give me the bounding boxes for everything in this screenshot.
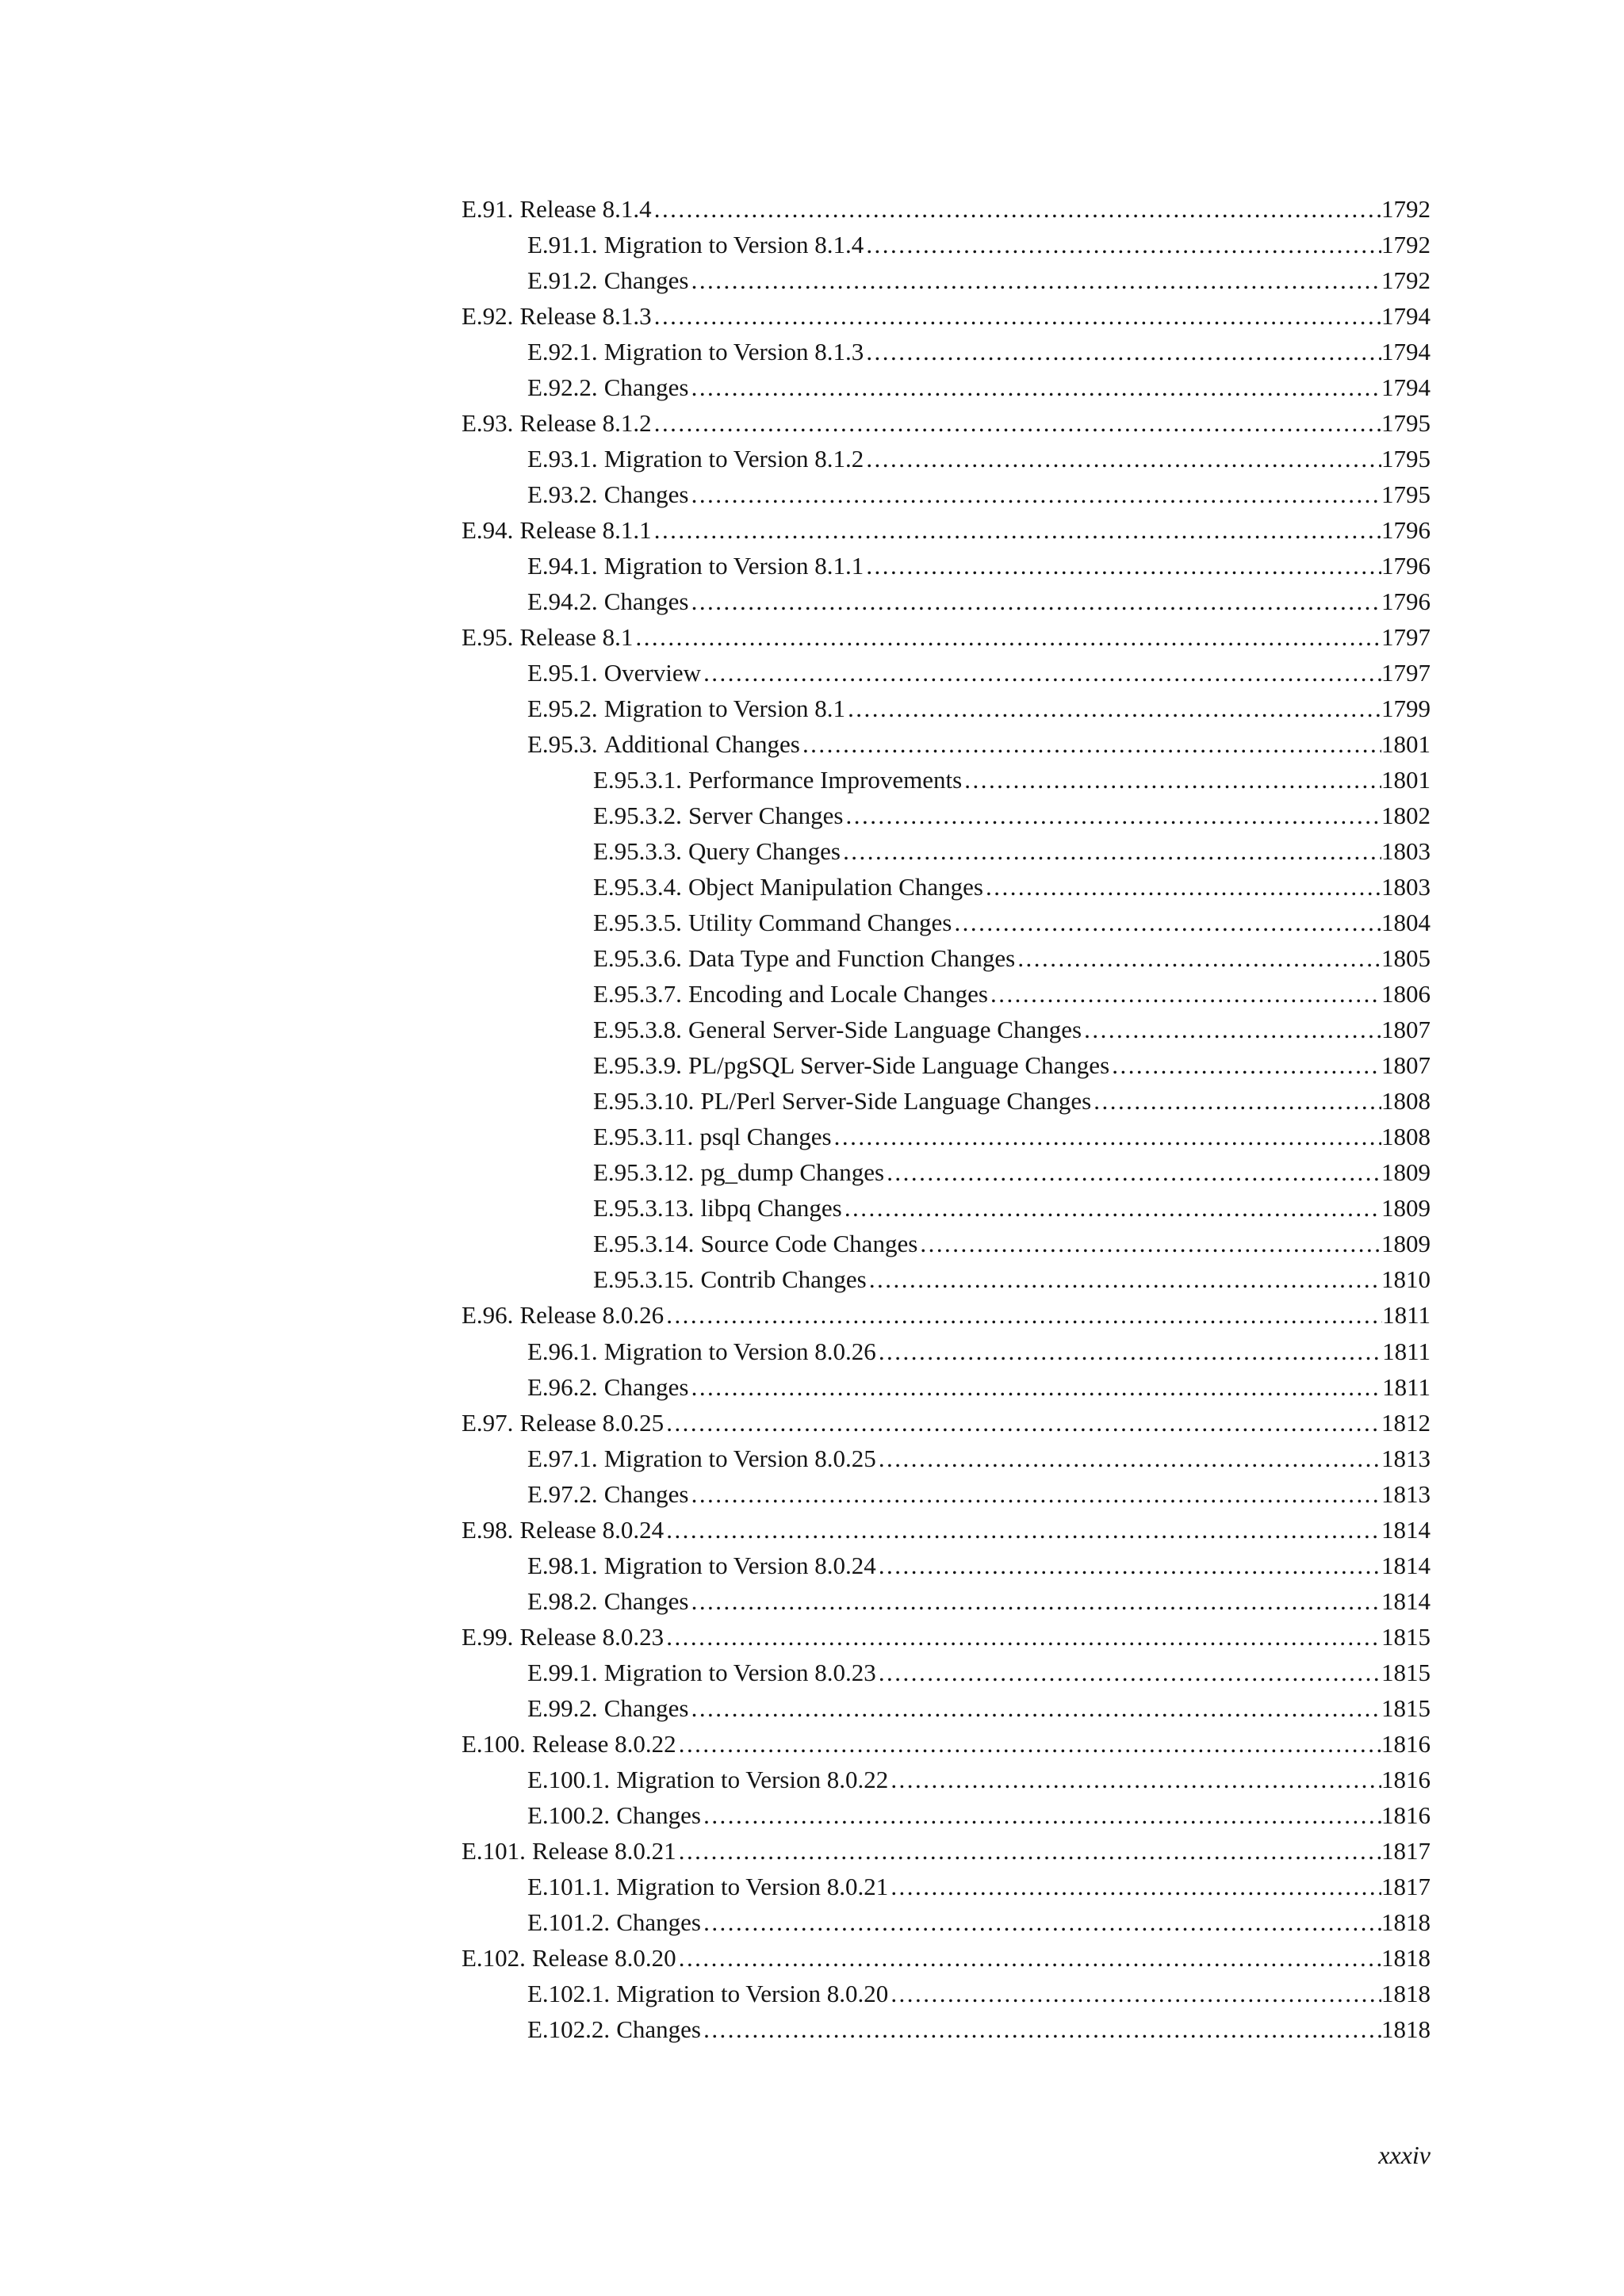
toc-entry-page: 1810 — [1381, 1265, 1431, 1294]
toc-entry-title: Release 8.1.1 — [519, 516, 652, 545]
toc-entry-number: E.95. — [462, 623, 514, 652]
toc-entry-title: Release 8.0.24 — [519, 1515, 665, 1544]
toc-entry-page: 1818 — [1381, 1979, 1431, 2007]
toc-entry-number: E.95.3.11. — [593, 1123, 694, 1151]
toc-entry-title: Changes — [603, 1693, 689, 1722]
toc-entry-title: Changes — [603, 373, 689, 402]
toc-entry-number: E.96.2. — [527, 1372, 598, 1401]
toc-entry-title: Release 8.0.21 — [531, 1836, 676, 1865]
toc-entry-title: Migration to Version 8.0.25 — [603, 1444, 876, 1472]
toc-entry[interactable] — [462, 1087, 1431, 1123]
toc-entry-page: 1792 — [1381, 231, 1431, 259]
toc-entry-page: 1816 — [1381, 1765, 1431, 1793]
toc-entry[interactable] — [462, 1659, 1431, 1694]
toc-entry-number: E.95.3.13. — [593, 1194, 695, 1223]
toc-entry[interactable] — [462, 2015, 1431, 2051]
toc-entry-page: 1796 — [1381, 587, 1431, 616]
toc-entry-number: E.95.3.5. — [593, 909, 682, 937]
toc-entry-title: Object Manipulation Changes — [688, 873, 983, 901]
toc-entry-page: 1813 — [1381, 1444, 1431, 1472]
toc-entry[interactable] — [462, 1552, 1431, 1587]
toc-entry[interactable] — [462, 231, 1431, 266]
dot-leader — [664, 1516, 1381, 1544]
toc-entry-page: 1809 — [1381, 1158, 1431, 1187]
dot-leader — [689, 266, 1382, 295]
toc-entry-number: E.96. — [462, 1301, 514, 1330]
toc-entry-title: Changes — [603, 587, 689, 616]
toc-entry-number: E.94. — [462, 516, 514, 545]
toc-entry[interactable] — [462, 730, 1431, 766]
dot-leader — [888, 1873, 1381, 1901]
toc-entry-page: 1818 — [1381, 2015, 1431, 2043]
toc-entry[interactable] — [462, 1801, 1431, 1837]
toc-entry-page: 1801 — [1381, 766, 1431, 794]
toc-entry[interactable] — [462, 1837, 1431, 1873]
toc-entry-title: Migration to Version 8.0.24 — [603, 1551, 876, 1579]
toc-entry-page: 1816 — [1381, 1729, 1431, 1758]
toc-entry-title: Migration to Version 8.0.20 — [616, 1979, 889, 2007]
dot-leader — [800, 730, 1381, 759]
toc-entry-page: 1805 — [1381, 944, 1431, 973]
dot-leader — [701, 1908, 1381, 1937]
toc-entry-number: E.98.1. — [527, 1551, 598, 1579]
toc-entry-page: 1811 — [1382, 1372, 1431, 1401]
toc-entry[interactable] — [462, 338, 1431, 373]
toc-entry-page: 1815 — [1381, 1693, 1431, 1722]
dot-leader — [652, 516, 1381, 545]
toc-entry[interactable] — [462, 1980, 1431, 2015]
dot-leader — [652, 302, 1381, 331]
dot-leader — [664, 1409, 1381, 1437]
toc-entry-page: 1794 — [1381, 302, 1431, 331]
toc-entry[interactable] — [462, 409, 1431, 445]
toc-entry-title: General Server-Side Language Changes — [688, 1016, 1082, 1044]
toc-entry-title: Changes — [603, 1586, 689, 1615]
toc-entry-page: 1803 — [1381, 873, 1431, 901]
toc-entry[interactable] — [462, 1337, 1431, 1373]
toc-entry-page: 1808 — [1381, 1123, 1431, 1151]
toc-entry-page: 1808 — [1381, 1087, 1431, 1115]
toc-entry-page: 1811 — [1382, 1337, 1431, 1365]
toc-entry-number: E.99.1. — [527, 1658, 598, 1686]
toc-entry[interactable] — [462, 552, 1431, 587]
toc-entry-number: E.95.3.9. — [593, 1051, 682, 1080]
toc-entry-number: E.99. — [462, 1622, 514, 1651]
dot-leader — [1109, 1051, 1381, 1080]
toc-entry-title: Encoding and Locale Changes — [688, 980, 988, 1008]
toc-entry-number: E.92. — [462, 302, 514, 331]
toc-entry-title: Changes — [603, 266, 689, 295]
toc-entry-number: E.100.2. — [527, 1800, 611, 1829]
dot-leader — [689, 373, 1382, 402]
toc-entry-title: Migration to Version 8.1.3 — [603, 338, 864, 366]
toc-entry-title: Additional Changes — [603, 730, 800, 759]
dot-leader — [876, 1445, 1381, 1473]
toc-entry-number: E.93. — [462, 409, 514, 438]
dot-leader — [1015, 944, 1381, 973]
toc-entry[interactable] — [462, 1158, 1431, 1194]
toc-entry-title: Utility Command Changes — [688, 909, 952, 937]
toc-entry-title: Release 8.0.23 — [519, 1622, 665, 1651]
toc-entry-page: 1809 — [1381, 1230, 1431, 1258]
toc-entry-title: Changes — [603, 480, 689, 509]
toc-entry-number: E.95.3.12. — [593, 1158, 695, 1187]
dot-leader — [652, 409, 1381, 438]
toc-entry-page: 1792 — [1381, 195, 1431, 223]
toc-entry-number: E.95.3.10. — [593, 1087, 695, 1115]
toc-entry-title: Migration to Version 8.0.26 — [603, 1337, 876, 1365]
toc-entry-number: E.102.1. — [527, 1979, 611, 2007]
toc-entry-page: 1803 — [1381, 837, 1431, 866]
toc-entry-number: E.91. — [462, 195, 514, 223]
toc-entry-number: E.92.1. — [527, 338, 598, 366]
toc-entry-title: Release 8.1.4 — [519, 195, 652, 223]
toc-entry-number: E.95.3.4. — [593, 873, 682, 901]
toc-entry-number: E.95.3. — [527, 730, 598, 759]
dot-leader — [701, 1801, 1381, 1830]
dot-leader — [689, 1480, 1382, 1509]
toc-entry-page: 1804 — [1381, 909, 1431, 937]
toc-entry[interactable] — [462, 1694, 1431, 1730]
toc-entry[interactable] — [462, 1051, 1431, 1087]
toc-entry-title: Changes — [616, 1908, 701, 1936]
dot-leader — [689, 1373, 1383, 1402]
toc-entry-number: E.102.2. — [527, 2015, 611, 2043]
toc-entry[interactable] — [462, 1301, 1431, 1337]
toc-entry-title: PL/pgSQL Server-Side Language Changes — [688, 1051, 1110, 1080]
toc-entry[interactable] — [462, 980, 1431, 1016]
dot-leader — [689, 1694, 1382, 1723]
toc-entry[interactable] — [462, 1230, 1431, 1265]
toc-entry-page: 1796 — [1381, 552, 1431, 580]
toc-entry-title: Release 8.0.20 — [531, 1943, 676, 1972]
toc-entry-page: 1796 — [1381, 516, 1431, 545]
toc-entry-number: E.91.1. — [527, 231, 598, 259]
toc-entry-title: libpq Changes — [700, 1194, 842, 1223]
toc-entry[interactable] — [462, 1016, 1431, 1051]
toc-entry-number: E.100. — [462, 1729, 526, 1758]
dot-leader — [701, 659, 1381, 687]
dot-leader — [983, 873, 1381, 901]
toc-entry-title: psql Changes — [699, 1123, 832, 1151]
toc-entry[interactable] — [462, 1766, 1431, 1801]
toc-entry[interactable] — [462, 1587, 1431, 1623]
dot-leader — [864, 552, 1381, 580]
toc-entry-page: 1815 — [1381, 1658, 1431, 1686]
toc-entry-number: E.95.3.8. — [593, 1016, 682, 1044]
toc-entry-title: Changes — [616, 1800, 701, 1829]
toc-entry-title: Query Changes — [688, 837, 841, 866]
toc-entry-page: 1806 — [1381, 980, 1431, 1008]
toc-entry[interactable] — [462, 480, 1431, 516]
toc-entry-title: Migration to Version 8.1.4 — [603, 231, 864, 259]
toc-entry-number: E.95.3.2. — [593, 802, 682, 830]
toc-entry-title: Migration to Version 8.1.1 — [603, 552, 864, 580]
toc-entry-page: 1797 — [1381, 623, 1431, 652]
toc-entry-page: 1812 — [1381, 1408, 1431, 1437]
toc-entry-page: 1815 — [1381, 1622, 1431, 1651]
toc-entry-page: 1818 — [1381, 1943, 1431, 1972]
toc-entry[interactable] — [462, 623, 1431, 659]
toc-entry-number: E.98.2. — [527, 1586, 598, 1615]
toc-entry-number: E.95.3.1. — [593, 766, 682, 794]
toc-entry[interactable] — [462, 302, 1431, 338]
toc-entry[interactable] — [462, 909, 1431, 944]
toc-entry-number: E.96.1. — [527, 1337, 598, 1365]
toc-entry-page: 1814 — [1381, 1551, 1431, 1579]
toc-entry-page: 1795 — [1381, 409, 1431, 438]
toc-entry-number: E.95.1. — [527, 659, 598, 687]
toc-entry-number: E.95.3.15. — [593, 1265, 695, 1294]
toc-entry-number: E.97.2. — [527, 1479, 598, 1508]
toc-entry-title: Changes — [616, 2015, 701, 2043]
dot-leader — [689, 587, 1382, 616]
toc-entry-page: 1799 — [1381, 695, 1431, 723]
toc-entry[interactable] — [462, 873, 1431, 909]
toc-entry-page: 1811 — [1382, 1301, 1431, 1330]
dot-leader — [842, 1194, 1381, 1223]
toc-entry-title: Migration to Version 8.0.21 — [616, 1872, 889, 1900]
toc-entry[interactable] — [462, 1873, 1431, 1908]
toc-entry-number: E.101. — [462, 1836, 526, 1865]
toc-entry[interactable] — [462, 1516, 1431, 1552]
dot-leader — [917, 1230, 1381, 1258]
toc-entry-title: PL/Perl Server-Side Language Changes — [700, 1087, 1092, 1115]
toc-entry-title: Release 8.0.22 — [531, 1729, 676, 1758]
toc-entry[interactable] — [462, 373, 1431, 409]
toc-entry-title: Changes — [603, 1372, 689, 1401]
toc-entry-page: 1807 — [1381, 1051, 1431, 1080]
toc-entry[interactable] — [462, 1480, 1431, 1516]
dot-leader — [701, 2015, 1381, 2044]
dot-leader — [864, 338, 1381, 366]
toc-entry-page: 1817 — [1381, 1836, 1431, 1865]
toc-entry-number: E.95.3.6. — [593, 944, 682, 973]
dot-leader — [864, 231, 1381, 259]
dot-leader — [676, 1944, 1381, 1973]
toc-entry-page: 1792 — [1381, 266, 1431, 295]
toc-entry-title: Migration to Version 8.1 — [603, 695, 845, 723]
toc-entry-title: Release 8.1.2 — [519, 409, 652, 438]
toc-entry-title: Data Type and Function Changes — [688, 944, 1016, 973]
dot-leader — [676, 1730, 1381, 1758]
toc-entry-title: Migration to Version 8.1.2 — [603, 445, 864, 473]
toc-entry-title: Changes — [603, 1479, 689, 1508]
toc-entry-title: Source Code Changes — [700, 1230, 918, 1258]
toc-entry-page: 1813 — [1381, 1479, 1431, 1508]
toc-entry-number: E.97. — [462, 1408, 514, 1437]
toc-entry-title: Performance Improvements — [688, 766, 963, 794]
toc-entry-title: Release 8.1.3 — [519, 302, 652, 331]
toc-entry[interactable] — [462, 516, 1431, 552]
toc-entry[interactable] — [462, 587, 1431, 623]
toc-entry[interactable] — [462, 1123, 1431, 1158]
dot-leader — [888, 1980, 1381, 2008]
dot-leader — [876, 1552, 1381, 1580]
dot-leader — [1091, 1087, 1381, 1115]
toc-entry-number: E.95.3.7. — [593, 980, 682, 1008]
dot-leader — [988, 980, 1381, 1008]
toc-entry[interactable] — [462, 766, 1431, 802]
toc-entry-title: Migration to Version 8.0.23 — [603, 1658, 876, 1686]
toc-entry-number: E.92.2. — [527, 373, 598, 402]
dot-leader — [845, 695, 1381, 723]
dot-leader — [676, 1837, 1381, 1866]
toc-entry[interactable] — [462, 659, 1431, 695]
toc-entry[interactable] — [462, 1265, 1431, 1301]
dot-leader — [633, 623, 1381, 652]
toc-entry-page: 1801 — [1381, 730, 1431, 759]
toc-entry-page: 1795 — [1381, 445, 1431, 473]
toc-entry-number: E.100.1. — [527, 1765, 611, 1793]
toc-entry-number: E.101.2. — [527, 1908, 611, 1936]
toc-entry[interactable] — [462, 1409, 1431, 1445]
toc-entry-page: 1807 — [1381, 1016, 1431, 1044]
toc-entry-number: E.93.1. — [527, 445, 598, 473]
toc-entry-number: E.101.1. — [527, 1872, 611, 1900]
toc-entry[interactable] — [462, 195, 1431, 231]
toc-entry-number: E.98. — [462, 1515, 514, 1544]
dot-leader — [689, 1587, 1382, 1616]
dot-leader — [652, 195, 1381, 224]
toc-entry[interactable] — [462, 1944, 1431, 1980]
toc-entry[interactable] — [462, 445, 1431, 480]
toc-entry[interactable] — [462, 1908, 1431, 1944]
toc-entry[interactable] — [462, 1194, 1431, 1230]
dot-leader — [876, 1337, 1382, 1366]
toc-entry-number: E.95.2. — [527, 695, 598, 723]
toc-entry-page: 1797 — [1381, 659, 1431, 687]
toc-entry-number: E.102. — [462, 1943, 526, 1972]
toc-entry[interactable] — [462, 266, 1431, 302]
toc-entry[interactable] — [462, 944, 1431, 980]
dot-leader — [962, 766, 1381, 794]
dot-leader — [876, 1659, 1381, 1687]
toc-entry-number: E.97.1. — [527, 1444, 598, 1472]
toc-entry-page: 1794 — [1381, 373, 1431, 402]
toc-entry-page: 1794 — [1381, 338, 1431, 366]
toc-entry-page: 1818 — [1381, 1908, 1431, 1936]
toc-entry-title: pg_dump Changes — [700, 1158, 885, 1187]
toc-entry-title: Release 8.0.25 — [519, 1408, 665, 1437]
toc-entry[interactable] — [462, 1445, 1431, 1480]
toc-entry-title: Overview — [603, 659, 701, 687]
toc-entry-title: Release 8.1 — [519, 623, 634, 652]
toc-entry-page: 1817 — [1381, 1872, 1431, 1900]
toc-entry-page: 1816 — [1381, 1800, 1431, 1829]
toc-entry-number: E.99.2. — [527, 1693, 598, 1722]
dot-leader — [689, 480, 1382, 509]
dot-leader — [843, 802, 1381, 830]
table-of-contents — [462, 195, 1431, 2051]
dot-leader — [832, 1123, 1381, 1151]
dot-leader — [952, 909, 1381, 937]
toc-entry[interactable] — [462, 1373, 1431, 1409]
toc-entry-number: E.95.3.3. — [593, 837, 682, 866]
toc-entry-page: 1814 — [1381, 1515, 1431, 1544]
toc-entry-number: E.91.2. — [527, 266, 598, 295]
dot-leader — [1082, 1016, 1381, 1044]
toc-entry-number: E.93.2. — [527, 480, 598, 509]
dot-leader — [884, 1158, 1381, 1187]
dot-leader — [841, 837, 1381, 866]
toc-entry-page: 1795 — [1381, 480, 1431, 509]
toc-entry-page: 1802 — [1381, 802, 1431, 830]
toc-entry-page: 1814 — [1381, 1586, 1431, 1615]
toc-entry-number: E.95.3.14. — [593, 1230, 695, 1258]
page-number: xxxiv — [1378, 2141, 1431, 2169]
toc-entry-title: Contrib Changes — [700, 1265, 867, 1294]
dot-leader — [864, 445, 1381, 473]
toc-entry[interactable] — [462, 802, 1431, 837]
dot-leader — [867, 1265, 1381, 1294]
toc-entry-title: Release 8.0.26 — [519, 1301, 665, 1330]
dot-leader — [664, 1301, 1382, 1330]
toc-entry[interactable] — [462, 837, 1431, 873]
dot-leader — [664, 1623, 1381, 1651]
toc-entry-page: 1809 — [1381, 1194, 1431, 1223]
toc-entry-title: Server Changes — [688, 802, 844, 830]
toc-entry-title: Migration to Version 8.0.22 — [616, 1765, 889, 1793]
toc-entry[interactable] — [462, 1623, 1431, 1659]
toc-entry-number: E.94.2. — [527, 587, 598, 616]
dot-leader — [888, 1766, 1381, 1794]
toc-entry[interactable] — [462, 695, 1431, 730]
toc-entry[interactable] — [462, 1730, 1431, 1766]
toc-entry-number: E.94.1. — [527, 552, 598, 580]
